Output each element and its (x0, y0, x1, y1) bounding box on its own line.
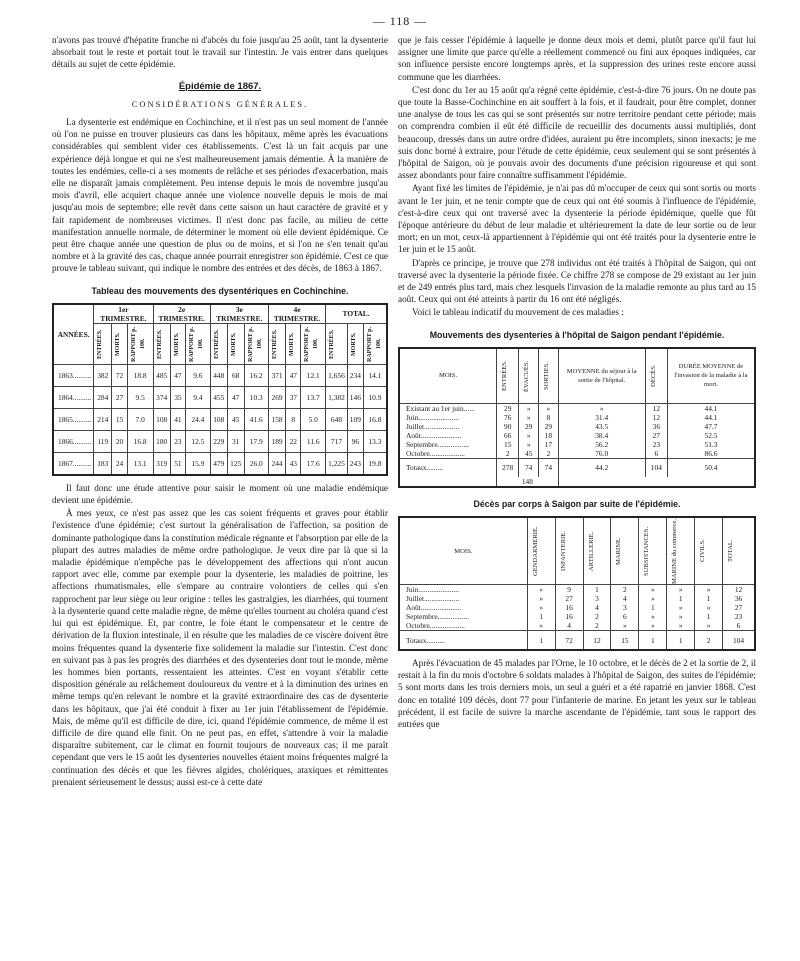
col-header-label: MARINE du commerce. (671, 518, 679, 584)
total-cell: 15 (611, 631, 639, 651)
table-cell: » (539, 403, 559, 413)
table-cell: 3 (611, 603, 639, 612)
table-cell: 448 (210, 364, 227, 386)
table-row (399, 621, 755, 631)
sub-header (363, 323, 387, 364)
table-row (53, 430, 387, 452)
table-cell: 374 (153, 386, 170, 408)
col-header-label: MARINE. (615, 537, 623, 565)
table-cell: » (695, 621, 723, 631)
sub-header (347, 323, 363, 364)
sub-header (170, 323, 185, 364)
table-cell: 12.5 (185, 430, 210, 452)
group-header: TOTAL. (326, 304, 387, 324)
paragraph: n'avons pas trouvé d'hépatite franche ni d'abcès du foie jusqu'au 25 août, tant la dysenterie absorbait tout le reste et portait tout le travail sur l'intestin. Je vais entrer dans quelques détails au sujet de cette épidémie. (52, 35, 388, 70)
sum-value: 148 (497, 477, 559, 487)
table-row (399, 594, 755, 603)
table-cell: 13.7 (301, 386, 326, 408)
table-cell: 36 (645, 422, 667, 431)
table-cell: 9.5 (127, 386, 153, 408)
sub-header-label: RAPPORT p. 100. (247, 326, 263, 362)
table-cell: 4 (555, 621, 583, 631)
sub-header (112, 323, 128, 364)
table-cell: 17 (539, 440, 559, 449)
table-cell: 1,656 (326, 364, 348, 386)
page-number: — 118 — (372, 14, 428, 28)
col-header: MOIS. (399, 348, 497, 404)
total-label: Totaux......... (399, 458, 497, 477)
table-cell: » (667, 585, 695, 595)
table-cell: 243 (347, 452, 363, 475)
total-label: Totaux.......... (399, 631, 527, 651)
table-caption: Tableau des mouvements des dysentériques en Cochinchine. (91, 285, 349, 296)
table-cell: 284 (94, 386, 112, 408)
total-cell: 74 (519, 458, 539, 477)
table-cell: 36 (723, 594, 755, 603)
sub-header-label: MORTS. (230, 332, 237, 356)
table-cell: 180 (153, 430, 170, 452)
table-cell: 35 (170, 386, 185, 408)
table-cell: 16 (555, 603, 583, 612)
table-cell: 5.0 (301, 408, 326, 430)
table-cell: 16.8 (363, 408, 387, 430)
table-cell: 1 (667, 594, 695, 603)
sub-header (127, 323, 153, 364)
table-caption: Décès par corps à Saigon par suite de l'épidémie. (473, 498, 681, 509)
table-cell: 485 (153, 364, 170, 386)
paragraph: La dysenterie est endémique en Cochinchine, et il n'est pas un seul moment de l'année où l'on ne puisse en trouver plusieurs cas dans les hôpitaux, même après les évacuations considérables qui semblent vider ces établissements. C'est là un fait acquis par une expérience déjà longue et qui ne s'est malheureusement jamais démentie. À la manière de toutes les endémies, celle-ci a ses moments de relâche et ses périodes d'exacerbation, mais elle ne disparaît jamais complètement. Peu intense depuis le mois de novembre jusqu'au mois d'avril, elle acquiert chaque année une violence nouvelle depuis le mois de mai jusqu'au mois de septembre; elle revêt dans cette saison un haut caractère de gravité et y fait rapidement de nombreuses victimes. Il n'est donc pas facile, au milieu de cette manifestation annuelle normale, de déterminer le moment où elle devient épidémique. Ce peut être chaque année une question de plus ou de moins, et si l'on ne s'en tenait qu'au nombre et à la gravité des cas, chaque année pourrait enregistrer son épidémie. C'est ce que prouve le tableau suivant, qui indique le nombre des entrées et des décès, de 1863 à 1867. (52, 117, 388, 274)
sub-header (210, 323, 227, 364)
table-cell: » (519, 413, 539, 422)
paragraph: À mes yeux, ce n'est pas assez que les cas soient fréquents et graves pour établir l'existence d'une épidémie; c'est surtout la généralisation de l'affection, sa position de dominante pathologique dans la constitution médicale régnante et l'absorption par elle de la plupart des autres maladies de même ordre pathologique. Je veux dire par là que si la maladie épidémique n'empêche pas le développement des affections qui n'ont aucun rapport avec elle, comme par exemple pour la dysenterie, les maladies de poitrine, les affections rhumatismales, elle s'empare au contraire volontiers de celles qui s'en rapprochent par leur siège ou leur origine : telles les gastralgies, les diarrhées, qui tournent à la dysenterie quand cette maladie règne, de même qu'elles tournent au choléra quand c'est lui qui est épidémique. Et, par contre, le foie étant le compensateur et le centre de dérivation de la fluxion intestinale, il en résulte que les maladies de ce viscère doivent être moins fréquentes quand la dysenterie fixe solidement la maladie sur l'intestin. C'est donc en suivant pas à pas les progrès des diarrhées et des dysenteries dont tout le monde, même les hommes bien portants, ressentaient les atteintes. C'est en voyant s'établir cette disposition générale au relâchement douloureux du ventre et à la diminution des urines en même temps qu'en relevant le nombre et la gravité extraordinaire des cas de dysenterie dans les hôpitaux, que j'ai été conduit à fixer au 1er juin l'établissement de l'épidémie. Mais, de même qu'il est difficile de dire, ici, quand l'épidémie commence, de même il est difficile de dire quand elle finit. On ne peut pas, en effet, s'attendre à voir la maladie disparaître subitement, car le climat en fournit toujours de nouveaux cas; il me paraît cependant que vers le 15 août les dysenteries nouvelles étaient moins fréquentes malgré la continuation des décès et que les fièvres algides, cholériques, ataxiques et rémittentes prenaient sérieusement le dessus; aussi est-ce à cette date (52, 508, 388, 787)
table-cell: 44.1 (668, 413, 756, 422)
table-cell: » (519, 431, 539, 440)
table-cell: 86.6 (668, 449, 756, 459)
total-cell: 12 (583, 631, 611, 651)
table-cell: 27 (112, 386, 128, 408)
sub-header (286, 323, 301, 364)
table-cell: 455 (210, 386, 227, 408)
table-cell: » (527, 603, 555, 612)
col-header: MOYENNE du séjour à la sortie de l'hôpital. (558, 348, 645, 404)
sub-header (268, 323, 285, 364)
table-cell: » (667, 612, 695, 621)
col-header (667, 517, 695, 585)
sub-header-label: ENTRÉES. (97, 329, 104, 359)
table-cell: 12 (645, 403, 667, 413)
table-row (399, 449, 755, 459)
table-row (399, 431, 755, 440)
table-cell: 19.8 (363, 452, 387, 475)
right-column (398, 34, 756, 956)
col-header: DÉCÈS. (649, 364, 657, 388)
table-cell: 41 (170, 408, 185, 430)
year-cell: 1865.......... (53, 408, 94, 430)
table-cell: 41.6 (244, 408, 268, 430)
table-cell: 27 (723, 603, 755, 612)
table-cell: 108 (153, 408, 170, 430)
table-row (53, 408, 387, 430)
table-cell: 6 (723, 621, 755, 631)
sub-header-label: RAPPORT p. 100. (366, 326, 382, 362)
table-cell: 269 (268, 386, 285, 408)
table-cell: » (558, 403, 645, 413)
group-header: 4e TRIMESTRE. (268, 304, 325, 324)
table-cell: 44.1 (668, 403, 756, 413)
table-cell: 717 (326, 430, 348, 452)
table-cell: 52.5 (668, 431, 756, 440)
table-cell: 76.0 (558, 449, 645, 459)
col-header-label: ARTILLERIE. (587, 531, 595, 571)
table-cell: 38.4 (558, 431, 645, 440)
table-cell: 4 (611, 594, 639, 603)
col-header (723, 517, 755, 585)
sub-header-label: MORTS. (350, 332, 357, 356)
month-cell: Août...................... (399, 603, 527, 612)
table-cell: 96 (347, 430, 363, 452)
table-cell: 2 (583, 621, 611, 631)
col-header: SORTIES. (543, 361, 551, 390)
table-cell: 15 (112, 408, 128, 430)
dysentery-table (52, 303, 388, 476)
sub-header (301, 323, 326, 364)
table-cell: 23 (645, 440, 667, 449)
table-cell: 1 (639, 603, 667, 612)
table-cell: 45 (227, 408, 244, 430)
sub-header (326, 323, 348, 364)
paragraph: Il faut donc une étude attentive pour saisir le moment où une maladie endémique devient une épidémie. (52, 482, 388, 506)
total-cell: 72 (555, 631, 583, 651)
table-cell: » (667, 621, 695, 631)
left-column (52, 34, 388, 956)
table-cell: » (611, 621, 639, 631)
table-cell: 16 (555, 612, 583, 621)
table-cell: 72 (112, 364, 128, 386)
table-row (53, 452, 387, 475)
table-cell: » (527, 585, 555, 595)
table-cell: 9.6 (185, 364, 210, 386)
year-cell: 1866.......... (53, 430, 94, 452)
sub-header-label: RAPPORT p. 100. (304, 326, 320, 362)
total-cell: 1 (639, 631, 667, 651)
col-header: ENTRÉES. (501, 360, 509, 392)
table-cell: 234 (347, 364, 363, 386)
table-cell: 56.2 (558, 440, 645, 449)
paragraph: C'est donc du 1er au 15 août qu'a régné cette épidémie, c'est-à-dire 76 jours. On ne doute pas que toute la Basse-Cochinchine en ait souffert à la fois, et il faudrait, pour être complet, donner une analyse de tous les cas qui se sont présentés sur notre territoire pendant cette période; mais on comprendra combien il eût été difficile de recueillir des documents aussi multipliés, dont beaucoup, dressés dans un autre ordre d'idées, auraient pu être incomplets, sinon inexacts; je me suis donc borné à extraire, pour l'étude de cette épidémie, ceux seulement qui se sont présentés à l'hôpital de Saigon, où je pouvais avoir des documents d'une précision rigoureuse et qui sont assez abondants pour faire connaître suffisamment l'épidémie. (398, 84, 756, 181)
table-cell: 371 (268, 364, 285, 386)
col-header (639, 517, 667, 585)
col-header-label: SUBSISTANCES. (643, 526, 651, 576)
month-cell: Juin...................... (399, 585, 527, 595)
table-cell: 16.8 (127, 430, 153, 452)
table-cell: 76 (497, 413, 519, 422)
table-cell: 158 (268, 408, 285, 430)
table-cell: 6 (645, 449, 667, 459)
total-cell: 104 (723, 631, 755, 651)
table-cell: 10.3 (244, 386, 268, 408)
table-cell: 18 (539, 431, 559, 440)
table-cell: 8 (286, 408, 301, 430)
year-cell: 1863.......... (53, 364, 94, 386)
table-cell: 6 (611, 612, 639, 621)
paragraph: Ayant fixé les limites de l'épidémie, je n'ai pas dû m'occuper de ceux qui sont sortis ou morts avant le 1er juin, et ne tenir compte que de ceux qui ont été soumis à l'influence de l'épidémie, c'est-à-dire ceux qui ont traversé avec la dysenterie la période épidémique, quelle que fût l'époque antérieure du début de leur maladie et ultérieurement la date de leur sortie ou de leur mort; en un mot, ceux-là appartiennent à l'épidémie qui ont été traités pour la dysenterie entre le 1er juin et le 15 août. (398, 183, 756, 255)
table-row (399, 585, 755, 595)
table-cell: 16.2 (244, 364, 268, 386)
total-cell: 1 (667, 631, 695, 651)
table-cell: 8 (539, 413, 559, 422)
paragraph: Voici le tableau indicatif du mouvement de ces maladies : (412, 307, 624, 318)
total-cell: 104 (645, 458, 667, 477)
month-cell: Septembre................. (399, 612, 527, 621)
table-cell: 229 (210, 430, 227, 452)
table-cell: 10.9 (363, 386, 387, 408)
table-cell: 23 (170, 430, 185, 452)
table-cell: 12 (645, 413, 667, 422)
table-cell: 15 (497, 440, 519, 449)
table-cell: 43.5 (558, 422, 645, 431)
subsection-heading: CONSIDÉRATIONS GÉNÉRALES. (131, 98, 309, 109)
table-cell: 14.1 (363, 364, 387, 386)
table-cell: » (639, 594, 667, 603)
table-cell: 2 (583, 612, 611, 621)
table-cell: 31.4 (558, 413, 645, 422)
table-cell: 43 (286, 452, 301, 475)
table-cell: 47 (286, 364, 301, 386)
month-cell: Juillet................... (399, 594, 527, 603)
table-cell: 27 (555, 594, 583, 603)
table-row (53, 364, 387, 386)
col-header: ÉVACUÉS. (523, 360, 531, 392)
table-cell: 17.6 (301, 452, 326, 475)
col-header-label: GENDARMERIE. (531, 526, 539, 576)
year-cell: 1864.......... (53, 386, 94, 408)
table-cell: 29 (497, 403, 519, 413)
sub-header-label: ENTRÉES. (213, 329, 220, 359)
table-cell: 2 (611, 585, 639, 595)
table-cell: 7.0 (127, 408, 153, 430)
total-cell: 50.4 (668, 458, 756, 477)
table-cell: 13.1 (127, 452, 153, 475)
table-cell: 47 (227, 386, 244, 408)
table-cell: » (695, 585, 723, 595)
table-cell: 244 (268, 452, 285, 475)
table-cell: 119 (94, 430, 112, 452)
table-cell: 68 (227, 364, 244, 386)
table-row (399, 440, 755, 449)
col-header (555, 517, 583, 585)
table-cell: 1,382 (326, 386, 348, 408)
table-cell: 31 (227, 430, 244, 452)
table-cell: 26.0 (244, 452, 268, 475)
table-cell: 1 (695, 612, 723, 621)
table-cell: 47.7 (668, 422, 756, 431)
table-row (399, 603, 755, 612)
sub-header-label: RAPPORT p. 100. (188, 326, 204, 362)
table-row (53, 386, 387, 408)
sub-header (244, 323, 268, 364)
section-heading: Épidémie de 1867. (178, 80, 262, 92)
sub-header-label: ENTRÉES. (271, 329, 278, 359)
total-row (399, 631, 755, 651)
month-cell: Octobre................... (399, 621, 527, 631)
total-cell: 74 (539, 458, 559, 477)
table-row (399, 612, 755, 621)
table-cell: 51 (170, 452, 185, 475)
table-cell: 3 (583, 594, 611, 603)
month-cell: Septembre................. (399, 440, 497, 449)
sub-header-label: MORTS. (289, 332, 296, 356)
table-cell: 15.9 (185, 452, 210, 475)
group-header: 1er TRIMESTRE. (94, 304, 153, 324)
table-cell: 45 (519, 449, 539, 459)
table-cell: » (639, 585, 667, 595)
year-cell: 1867.......... (53, 452, 94, 475)
table-cell: » (695, 603, 723, 612)
table-cell: 382 (94, 364, 112, 386)
table-cell: 12.1 (301, 364, 326, 386)
year-header: ANNÉES. (53, 304, 94, 365)
table-cell: 9.4 (185, 386, 210, 408)
table-row (399, 403, 755, 413)
table-cell: 648 (326, 408, 348, 430)
col-header (583, 517, 611, 585)
total-cell: 1 (527, 631, 555, 651)
table-cell: » (527, 594, 555, 603)
table-cell: 12 (723, 585, 755, 595)
group-header: 2e TRIMESTRE. (153, 304, 210, 324)
table-cell: 24 (112, 452, 128, 475)
table-cell: 13.3 (363, 430, 387, 452)
month-cell: Octobre................... (399, 449, 497, 459)
table-cell: 37 (286, 386, 301, 408)
col-header (695, 517, 723, 585)
table-cell: 29 (539, 422, 559, 431)
month-cell: Juin...................... (399, 413, 497, 422)
table-cell: 319 (153, 452, 170, 475)
total-cell: 44.2 (558, 458, 645, 477)
sub-header-label: ENTRÉES. (329, 329, 336, 359)
table-row (399, 422, 755, 431)
table-cell: 18.8 (127, 364, 153, 386)
sub-header (227, 323, 244, 364)
col-header (611, 517, 639, 585)
table-cell: 146 (347, 386, 363, 408)
table-cell: » (519, 440, 539, 449)
group-header: 3e TRIMESTRE. (210, 304, 268, 324)
saigon-movements-table (398, 347, 756, 488)
table-cell: 47 (170, 364, 185, 386)
month-cell: Existant au 1er juin...... (399, 403, 497, 413)
paragraph: Après l'évacuation de 45 malades par l'Orne, le 10 octobre, et le décès de 2 et la sortie de 2, il restait à la fin du mois d'octobre 6 soldats malades à l'hôpital de Saigon, des suites de l'épidémie; 5 sont morts dans les trois derniers mois, un seul a guéri et a été rapatrié en janvier 1868. C'est donc en totalité 109 décès, dont 77 pour l'infanterie de marine. En jetant les yeux sur le tableau précédent, il est facile de suivre la marche ascendante de l'épidémie, tant sous le rapport des entrées que (398, 658, 756, 730)
table-cell: 23 (723, 612, 755, 621)
col-header-label: INFANTERIE. (559, 531, 567, 572)
table-cell: 1 (583, 585, 611, 595)
table-cell: » (527, 621, 555, 631)
sub-header (153, 323, 170, 364)
total-row (399, 458, 755, 477)
sub-header-label: ENTRÉES. (156, 329, 163, 359)
col-header: MOIS. (399, 517, 527, 585)
table-cell: 1,225 (326, 452, 348, 475)
col-header: DURÉE MOYENNE de l'invasion de la maladie à la mort. (668, 348, 756, 404)
table-cell: 2 (539, 449, 559, 459)
table-cell: 189 (268, 430, 285, 452)
col-header (527, 517, 555, 585)
paragraph: D'après ce principe, je trouve que 278 individus ont été traités à l'hôpital de Saigon, qui ont traversé avec la dysenterie la période fixée. Ce chiffre 278 se compose de 29 existant au 1er juin et de 249 entrés plus tard, mais chez lesquels l'invasion de la maladie remonte au plus tard au 15 août. Ceux qui ont été atteints à partir du 16 ont été négligés. (398, 257, 756, 305)
table-row (399, 413, 755, 422)
table-cell: 66 (497, 431, 519, 440)
col-header-label: TOTAL. (727, 539, 735, 563)
sub-header-label: MORTS. (115, 332, 122, 356)
table-caption: Mouvements des dysenteries à l'hôpital de Saigon pendant l'épidémie. (429, 329, 725, 340)
table-cell: 51.3 (668, 440, 756, 449)
total-cell: 278 (497, 458, 519, 477)
table-cell: 9 (555, 585, 583, 595)
table-cell: 27 (645, 431, 667, 440)
table-cell: 11.6 (301, 430, 326, 452)
table-cell: » (519, 403, 539, 413)
deaths-by-corps-table (398, 516, 756, 651)
sub-header (185, 323, 210, 364)
table-cell: 479 (210, 452, 227, 475)
month-cell: Août...................... (399, 431, 497, 440)
table-cell: 24.4 (185, 408, 210, 430)
table-cell: » (639, 621, 667, 631)
table-cell: 1 (527, 612, 555, 621)
table-cell: 22 (286, 430, 301, 452)
table-cell: » (639, 612, 667, 621)
col-header-label: CIVILS. (699, 539, 707, 563)
total-cell: 2 (695, 631, 723, 651)
table-cell: 29 (519, 422, 539, 431)
table-cell: 1 (695, 594, 723, 603)
table-cell: 183 (94, 452, 112, 475)
table-cell: 20 (112, 430, 128, 452)
table-cell: 109 (347, 408, 363, 430)
table-cell: 17.9 (244, 430, 268, 452)
table-cell: 4 (583, 603, 611, 612)
table-cell: 125 (227, 452, 244, 475)
table-cell: 108 (210, 408, 227, 430)
sub-header (94, 323, 112, 364)
paragraph: que je fais cesser l'épidémie à laquelle je donne deux mois et demi, plutôt parce qu'il faut lui assigner une limite que parce qu'elle a réellement commencé ou fini aux époques indiquées, car son influence persiste encore longtemps après, et la suppression des urines reste encore aussi commune que les diarrhées. (398, 35, 756, 82)
sub-header-label: MORTS. (173, 332, 180, 356)
month-cell: Juillet................... (399, 422, 497, 431)
table-cell: » (667, 603, 695, 612)
table-cell: 90 (497, 422, 519, 431)
table-cell: 2 (497, 449, 519, 459)
table-cell: 214 (94, 408, 112, 430)
sub-header-label: RAPPORT p. 100. (130, 326, 146, 362)
